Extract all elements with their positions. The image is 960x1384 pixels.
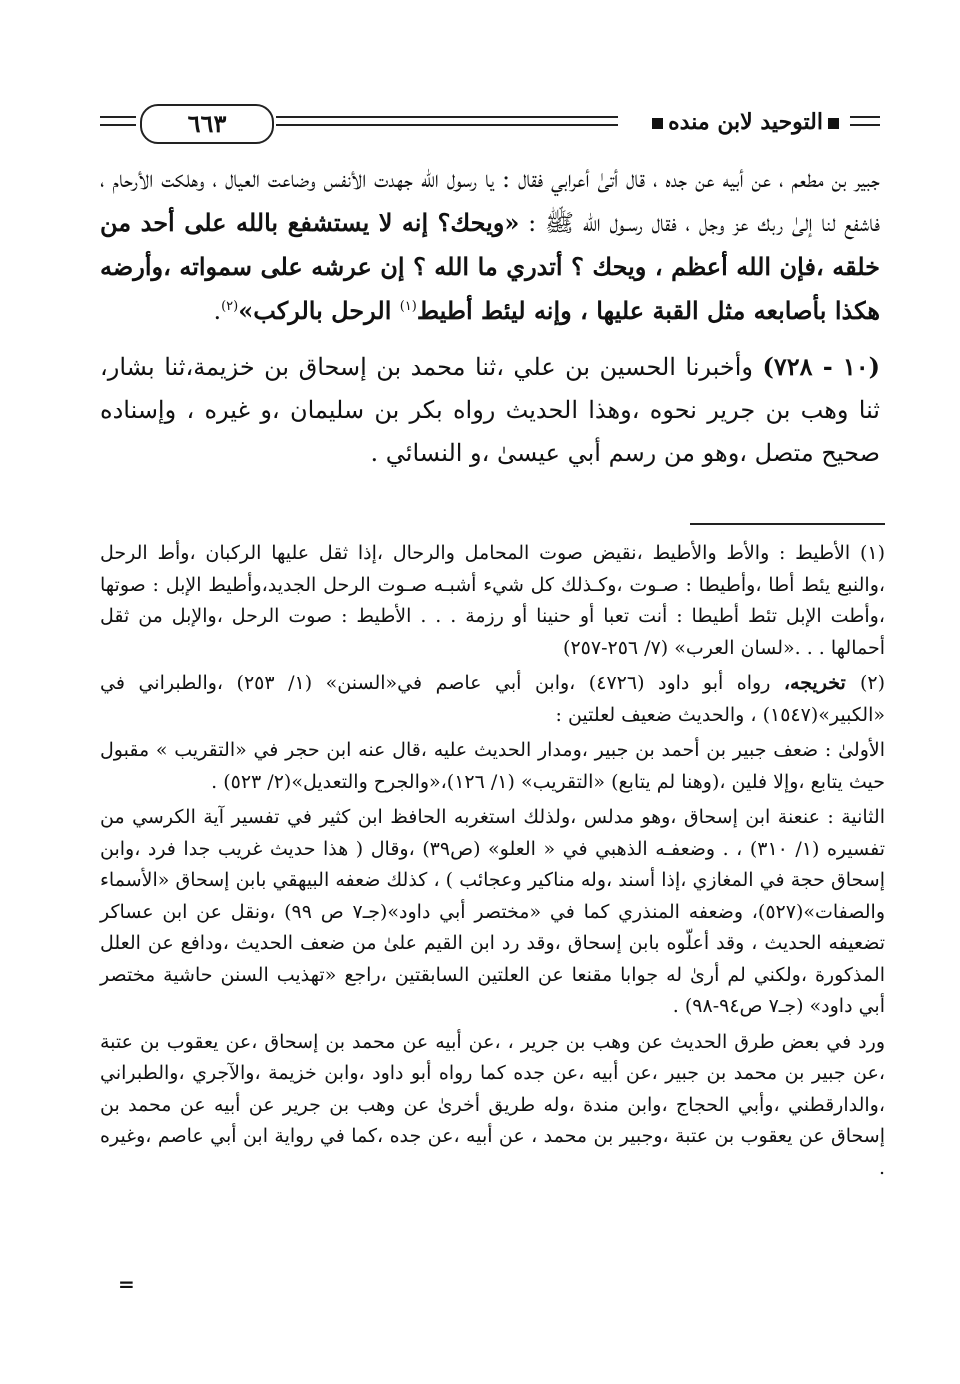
book-title <box>647 106 844 138</box>
isnad-text: وأخبرنا الحسين بن علي ،ثنا محمد بن إسحاق بن خزيمة،ثنا بشار، ثنا وهب بن جرير نحوه ،وهذا الحديث رواه بكر بن سليمان ،و غيره ، وإسناده صحيح متصل ،وهو من رسم أبي عيسىٰ ،و النسائي . <box>100 353 880 467</box>
square-bullet-icon <box>652 118 663 129</box>
takhrij-label: تخريجه، <box>783 672 860 694</box>
footnote-2 <box>100 668 885 731</box>
footnote-1 <box>100 538 885 664</box>
book-title-text: التوحيد لابن منده <box>668 109 823 135</box>
header-rule <box>850 124 880 126</box>
footnote-text: الأطيط : والأط والأطيط ،نقيض صوت المحامل والرحال ،إذا ثقل عليها الركبان ،وأط <box>157 542 860 564</box>
footnote-2-second-illa: الثانية : عنعنة ابن إسحاق ،وهو مدلس ،ولذلك استغربه الحافظ ابن كثير في تفسير آية الكرسي من تفسيره (١/ ٣١٠) ، . وضعفـه الذهبي في « العلو» (ص٣٩) ،وقال ( هذا حديث غريب جدا فرد ،وابن إسحاق حجة في المغازي ،إذا أسند ،وله مناكير وعجائب ) ، كذلك ضعفه البيهقي بابن إسحاق «الأسماء والصفات»(٥٢٧)، وضعفه المنذري كما في «مختصر أبي داود»(جـ٧ ص ٩٩) ،ونقل عن ابن عساكر تضعيفه الحديث ، وقد أعلّوه بابن إسحاق ،وقد رد ابن القيم علىٰ من ضعف الحديث ،ودافع عن العلل المذكورة ،ولكني لم أرىٰ له جوابا مقنعا عن العلتين السابقتين ،راجع «تهذيب السنن حاشية مختصر أبي داود» (جـ٧ ص٩٤-٩٨) . <box>100 806 885 1017</box>
narration-text: جبير بن مطعم ، عن أبيه عن جده ، قال أتىٰ أعرابي فقال : يا رسول الله جهدت الأنفس وضاعت العيال ، وهلكت الأرحام ، فاشفع لنا إلىٰ ربك عز وجل ، فقال رسـول الله ﷺ : <box>100 165 880 237</box>
footnote-marker: (١) <box>859 542 885 564</box>
footnote-text: رواه أبو داود (٤٧٢٦) ،وابن أبي عاصم في«السنن» (١/ ٢٥٣) ،والطبراني في «الكبير»(١٥٤٧) ، والحديث ضعيف لعلتين : <box>100 672 885 726</box>
hadith-number: (١٠ - ٧٢٨) <box>762 352 880 381</box>
footnote-text: الرحل ،والنبع يئط أطا ،وأطيطا : صـوت ،وكـذلك كل شيء أشبـه صـوت الرحل الجديد،وأطيط الإبل : صوتها ،وأطت الإبل تئط أطيطا : أنت تعبا أو حنينا أو رزمة . . . الأطيط : صوت الرحل ،والإبل من ثقل أحمالها . . .«لسان العرب» (٧/ ٢٥٦-٢٥٧) <box>100 542 885 659</box>
header-rule <box>850 116 880 118</box>
header-rule <box>276 116 618 118</box>
square-bullet-icon <box>828 118 839 129</box>
footnote-marker: (٢) <box>859 672 885 694</box>
prophet-quote-end: الرحل بالركب» <box>238 296 400 325</box>
hadith-paragraph <box>100 158 880 333</box>
footnote-ref-2[interactable]: (٢) <box>221 299 239 314</box>
header-rule <box>100 124 136 126</box>
continued-mark: = <box>118 1272 135 1296</box>
footnote-separator <box>690 523 885 525</box>
footnote-2-other-routes: ورد في بعض طرق الحديث عن وهب بن جرير ، ،عن أبيه عن محمد بن إسحاق ،عن يعقوب بن عتبة ،عن جبير بن محمد بن جبير ،عن أبيه ،عن جده كما رواه أبو داود ،وابن خزيمة ،والآجري ،والطبراني ،والدارقطني ،وأبي الحجاج ،وابن مندة ،وله طريق أخرىٰ عن وهب بن جرير عن أبيه عن محمد بن إسحاق عن يعقوب بن عتبة ،وجبير بن محمد ، عن أبيه ،عن جده ،كما في رواية ابن أبي عاصم ،وغيره . <box>100 1030 885 1179</box>
page-header <box>100 100 880 148</box>
isnad-paragraph <box>100 345 880 475</box>
header-rule <box>100 116 136 118</box>
header-rule <box>276 124 618 126</box>
main-text <box>100 158 880 475</box>
prophet-quote: «ويحك؟ إنه لا يستشفع بالله على أحد من خلقه ،فإن الله أعظم ، ويحك ؟ أتدري ما الله ؟ إن عرشه على سمواته ،وأرضه هكذا بأصابعه مثل القبة عليها ، وإنه ليئط أطيط <box>100 208 881 325</box>
footnote-2-first-illa: الأولىٰ : ضعف جبير بن أحمد بن جبير ،ومدار الحديث عليه ،قال عنه ابن حجر في «التقريب » مقبول حيث يتابع ،وإلا فلين ،(وهنا لم يتابع) «التقريب» (١/ ١٢٦)،«والجرح والتعديل»(٢/ ٥٢٣) . <box>100 739 885 793</box>
period: . <box>213 297 222 325</box>
footnotes <box>100 538 885 1188</box>
footnote-ref-1[interactable]: (١) <box>399 299 417 314</box>
page-number-badge: ٦٦٣ <box>140 104 274 144</box>
